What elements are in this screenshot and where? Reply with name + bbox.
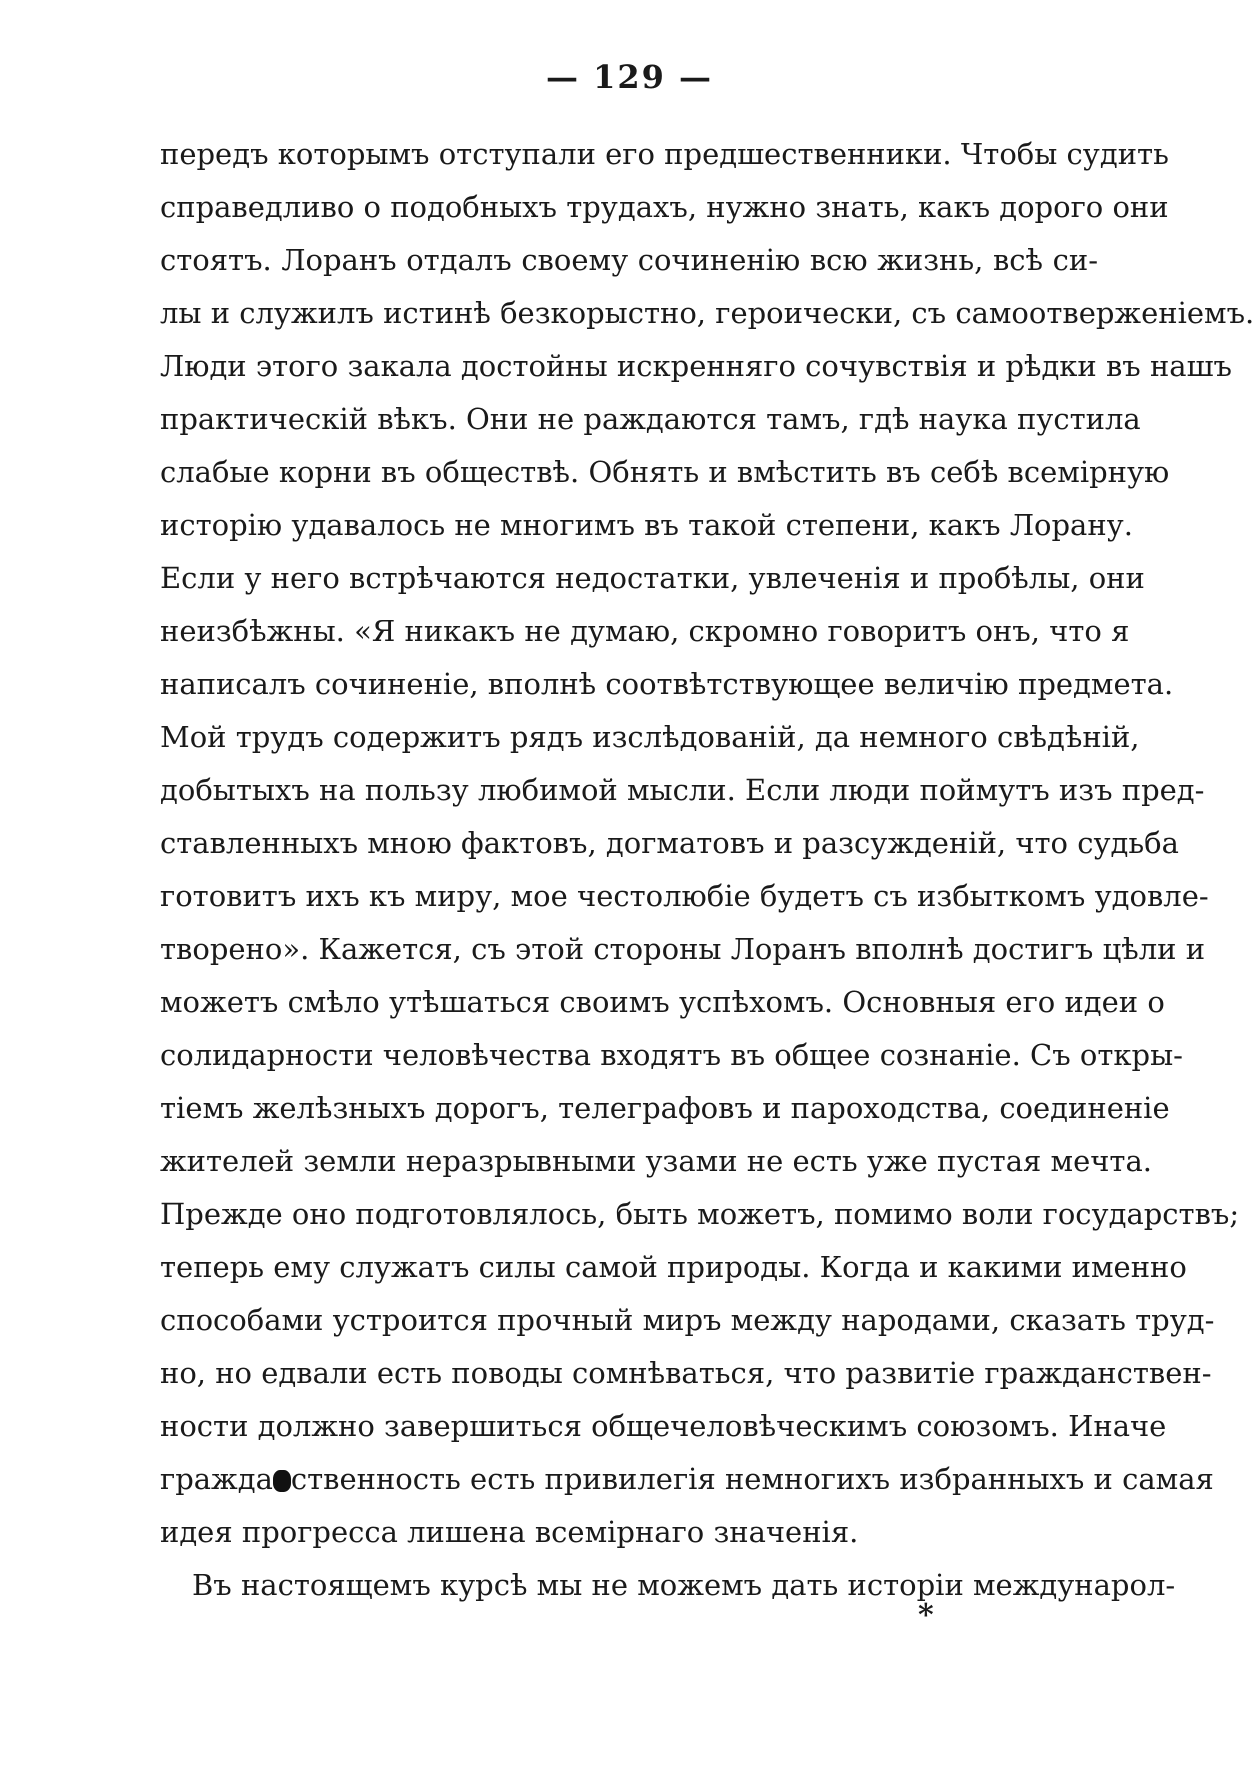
signature-mark: * [918,1598,934,1633]
text-line: жителей земли неразрывными узами не есть уже пустая мечта. [160,1144,1152,1178]
text-line: лы и служилъ истинѣ безкорыстно, героически, съ самоотверженіемъ. [160,296,1255,330]
text-line: готовитъ ихъ къ миру, мое честолюбіе будетъ съ избыткомъ удовле- [160,879,1209,913]
text-line: Въ настоящемъ курсѣ мы не можемъ дать исторіи междунарол- [192,1568,1176,1602]
text-line: исторію удавалось не многимъ въ такой степени, какъ Лорану. [160,508,1133,542]
text-line-with-ink-blot [160,1453,1214,1506]
text-line: стоятъ. Лоранъ отдалъ своему сочиненію всю жизнь, всѣ си- [160,243,1098,277]
text-line: ности должно завершиться общечеловѣческимъ союзомъ. Иначе [160,1409,1167,1443]
text-line: творено». Кажется, съ этой стороны Лоранъ вполнѣ достигъ цѣли и [160,932,1206,966]
text-line: ставленныхъ мною фактовъ, догматовъ и разсужденій, что судьба [160,826,1179,860]
text-line: теперь ему служатъ силы самой природы. Когда и какими именно [160,1250,1187,1284]
text-line: Если у него встрѣчаются недостатки, увлеченія и пробѣлы, они [160,561,1145,595]
text-line: слабые корни въ обществѣ. Обнять и вмѣстить въ себѣ всемірную [160,455,1170,489]
text-line: добытыхъ на пользу любимой мысли. Если люди поймутъ изъ пред- [160,773,1205,807]
body-text [160,128,1255,1612]
text-line: но, но едвали есть поводы сомнѣваться, что развитіе гражданствен- [160,1356,1212,1390]
text-line: Люди этого закала достойны искренняго сочувствія и рѣдки въ нашъ [160,349,1232,383]
text-fragment: ственность есть привилегія немногихъ избранныхъ и самая [290,1462,1214,1496]
ink-blot-icon [273,1470,291,1492]
text-line: можетъ смѣло утѣшаться своимъ успѣхомъ. Основныя его идеи о [160,985,1165,1019]
text-line: написалъ сочиненіе, вполнѣ соотвѣтствующее величію предмета. [160,667,1174,701]
text-line: идея прогресса лишена всемірнаго значенія. [160,1515,859,1549]
text-line: Мой трудъ содержитъ рядъ изслѣдованій, да немного свѣдѣній, [160,720,1140,754]
text-fragment: гражда [160,1462,273,1496]
text-line: неизбѣжны. «Я никакъ не думаю, скромно говоритъ онъ, что я [160,614,1130,648]
text-line: солидарности человѣчества входятъ въ общее сознаніе. Съ откры- [160,1038,1183,1072]
text-line: справедливо о подобныхъ трудахъ, нужно знать, какъ дорого они [160,190,1169,224]
text-line: Прежде оно подготовлялось, быть можетъ, помимо воли государствъ; [160,1197,1240,1231]
page-number: — 129 — [545,58,714,96]
text-line: передъ которымъ отступали его предшественники. Чтобы судить [160,137,1169,171]
text-line: практическій вѣкъ. Они не раждаются тамъ, гдѣ наука пустила [160,402,1141,436]
text-line: способами устроится прочный миръ между народами, сказать труд- [160,1303,1215,1337]
text-line: тіемъ желѣзныхъ дорогъ, телеграфовъ и пароходства, соединеніе [160,1091,1170,1125]
